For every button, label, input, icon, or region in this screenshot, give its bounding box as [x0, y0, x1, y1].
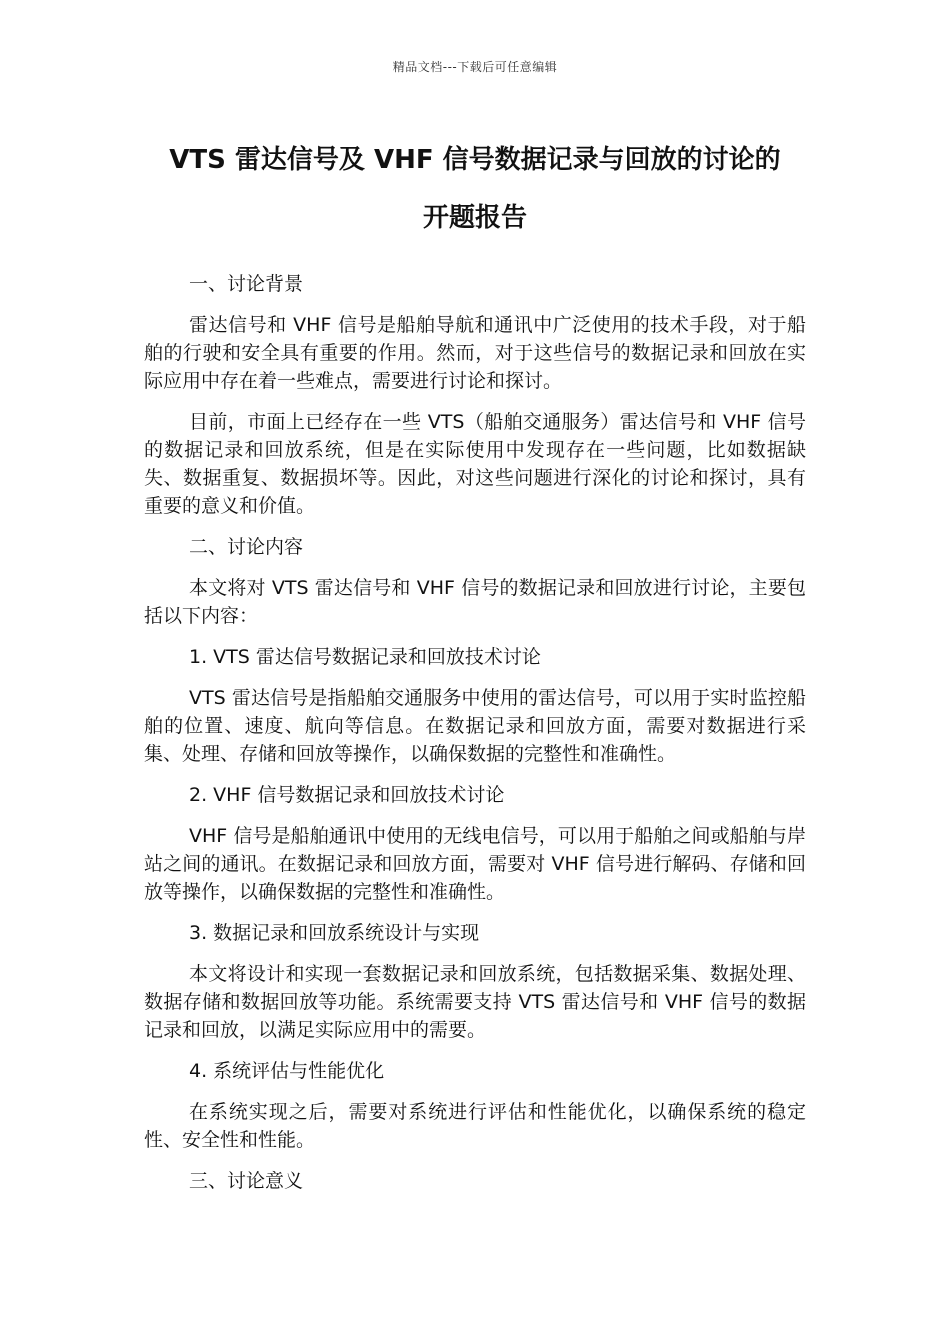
- page-header-watermark: 精品文档---下载后可任意编辑: [392, 60, 558, 74]
- item-heading-2: 2. VHF 信号数据记录和回放技术讨论: [189, 784, 505, 806]
- section-heading-significance: 三、讨论意义: [189, 1170, 304, 1192]
- item-paragraph-2: VHF 信号是船舶通讯中使用的无线电信号，可以用于船舶之间或船舶与岸站之间的通讯。在数据记录和回放方面，需要对 VHF 信号进行解码、存储和回放等操作，以确保数据的完整性和准确性。: [144, 825, 806, 903]
- section-heading-content: 二、讨论内容: [189, 536, 304, 558]
- document-title: [120, 131, 830, 247]
- item-paragraph-3: 本文将设计和实现一套数据记录和回放系统，包括数据采集、数据处理、数据存储和数据回放等功能。系统需要支持 VTS 雷达信号和 VHF 信号的数据记录和回放，以满足实际应用中的需要。: [144, 963, 806, 1041]
- paragraph-content-intro: 本文将对 VTS 雷达信号和 VHF 信号的数据记录和回放进行讨论，主要包括以下内容：: [144, 577, 806, 627]
- item-heading-1: 1. VTS 雷达信号数据记录和回放技术讨论: [189, 646, 541, 668]
- document-body: [144, 270, 806, 1208]
- title-line-2: 开题报告: [422, 203, 527, 233]
- item-heading-3: 3. 数据记录和回放系统设计与实现: [189, 922, 480, 944]
- item-paragraph-4: 在系统实现之后，需要对系统进行评估和性能优化，以确保系统的稳定性、安全性和性能。: [144, 1101, 806, 1151]
- paragraph-background-1: 雷达信号和 VHF 信号是船舶导航和通讯中广泛使用的技术手段，对于船舶的行驶和安全具有重要的作用。然而，对于这些信号的数据记录和回放在实际应用中存在着一些难点，需要进行讨论和探讨。: [144, 314, 806, 392]
- paragraph-background-2: 目前，市面上已经存在一些 VTS（船舶交通服务）雷达信号和 VHF 信号的数据记录和回放系统，但是在实际使用中发现存在一些问题，比如数据缺失、数据重复、数据损坏等。因此，对这些问题进行深化的讨论和探讨，具有重要的意义和价值。: [144, 411, 806, 517]
- item-paragraph-1: VTS 雷达信号是指船舶交通服务中使用的雷达信号，可以用于实时监控船舶的位置、速度、航向等信息。在数据记录和回放方面，需要对数据进行采集、处理、存储和回放等操作，以确保数据的完整性和准确性。: [144, 687, 806, 765]
- title-line-1: VTS 雷达信号及 VHF 信号数据记录与回放的讨论的: [169, 145, 781, 175]
- section-heading-background: 一、讨论背景: [189, 273, 304, 295]
- item-heading-4: 4. 系统评估与性能优化: [189, 1060, 385, 1082]
